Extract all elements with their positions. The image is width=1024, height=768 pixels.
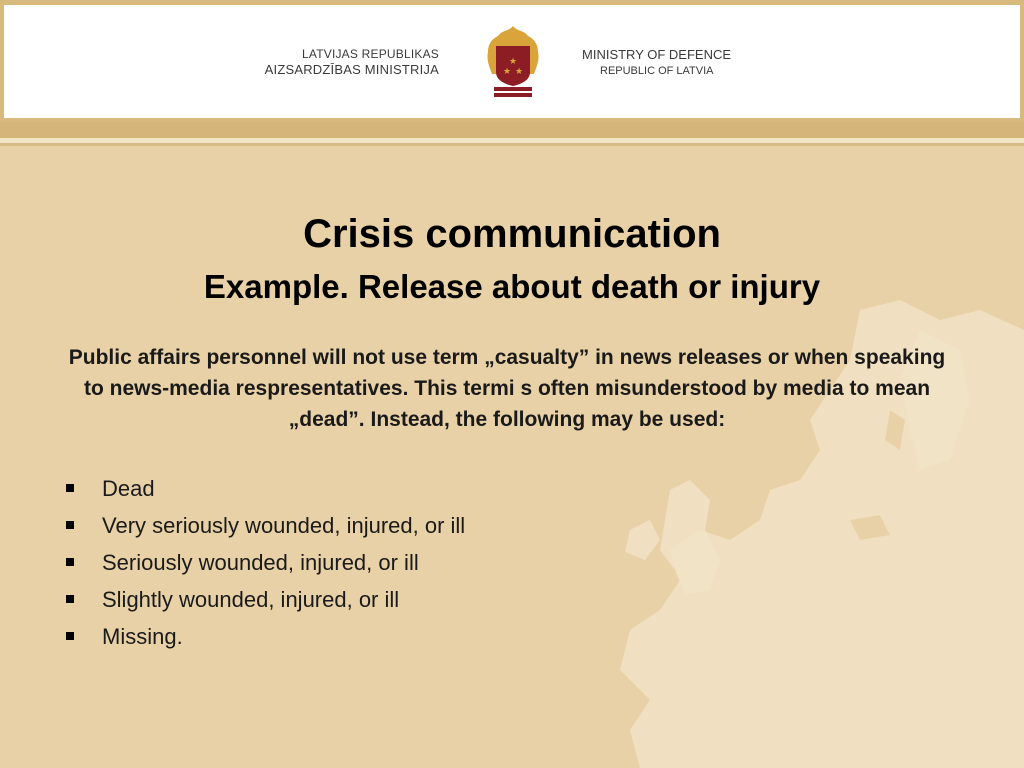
ministry-name-latvian [265,46,439,78]
list-item-text: Dead [102,476,155,501]
square-bullet-icon [66,595,74,603]
list-item [62,507,465,544]
square-bullet-icon [66,484,74,492]
intro-paragraph: Public affairs personnel will not use term „casualty” in news releases or when speaking to news-media respresentatives. This termi s often misunderstood by media to mean „dead”. Instead, the following may be used: [68,346,946,431]
ministry-lv-line1: LATVIJAS REPUBLIKAS [302,47,439,61]
header-stripe [0,122,1024,138]
bullet-list [62,470,465,655]
slide-title: Crisis communication [303,212,721,256]
ministry-en-line1: MINISTRY OF DEFENCE [582,47,732,62]
square-bullet-icon [66,521,74,529]
svg-text:★: ★ [508,57,518,67]
list-item [62,544,465,581]
slide-subtitle: Example. Release about death or injury [203,268,821,305]
svg-text:★: ★ [502,67,512,77]
ministry-emblem-icon [484,24,542,100]
square-bullet-icon [66,632,74,640]
list-item [62,618,465,655]
list-item-text: Very seriously wounded, injured, or ill [102,513,466,538]
header-stripe-thin [0,143,1024,146]
square-bullet-icon [66,558,74,566]
list-item [62,581,465,618]
list-item-text: Missing. [102,624,183,649]
ministry-lv-line2: AIZSARDZĪBAS MINISTRIJA [264,62,439,77]
ministry-en-line2: REPUBLIC OF LATVIA [600,65,714,77]
svg-text:★: ★ [514,67,524,77]
list-item-text: Slightly wounded, injured, or ill [102,587,400,612]
list-item-text: Seriously wounded, injured, or ill [102,550,419,575]
list-item [62,470,465,507]
ministry-name-english [582,46,731,80]
